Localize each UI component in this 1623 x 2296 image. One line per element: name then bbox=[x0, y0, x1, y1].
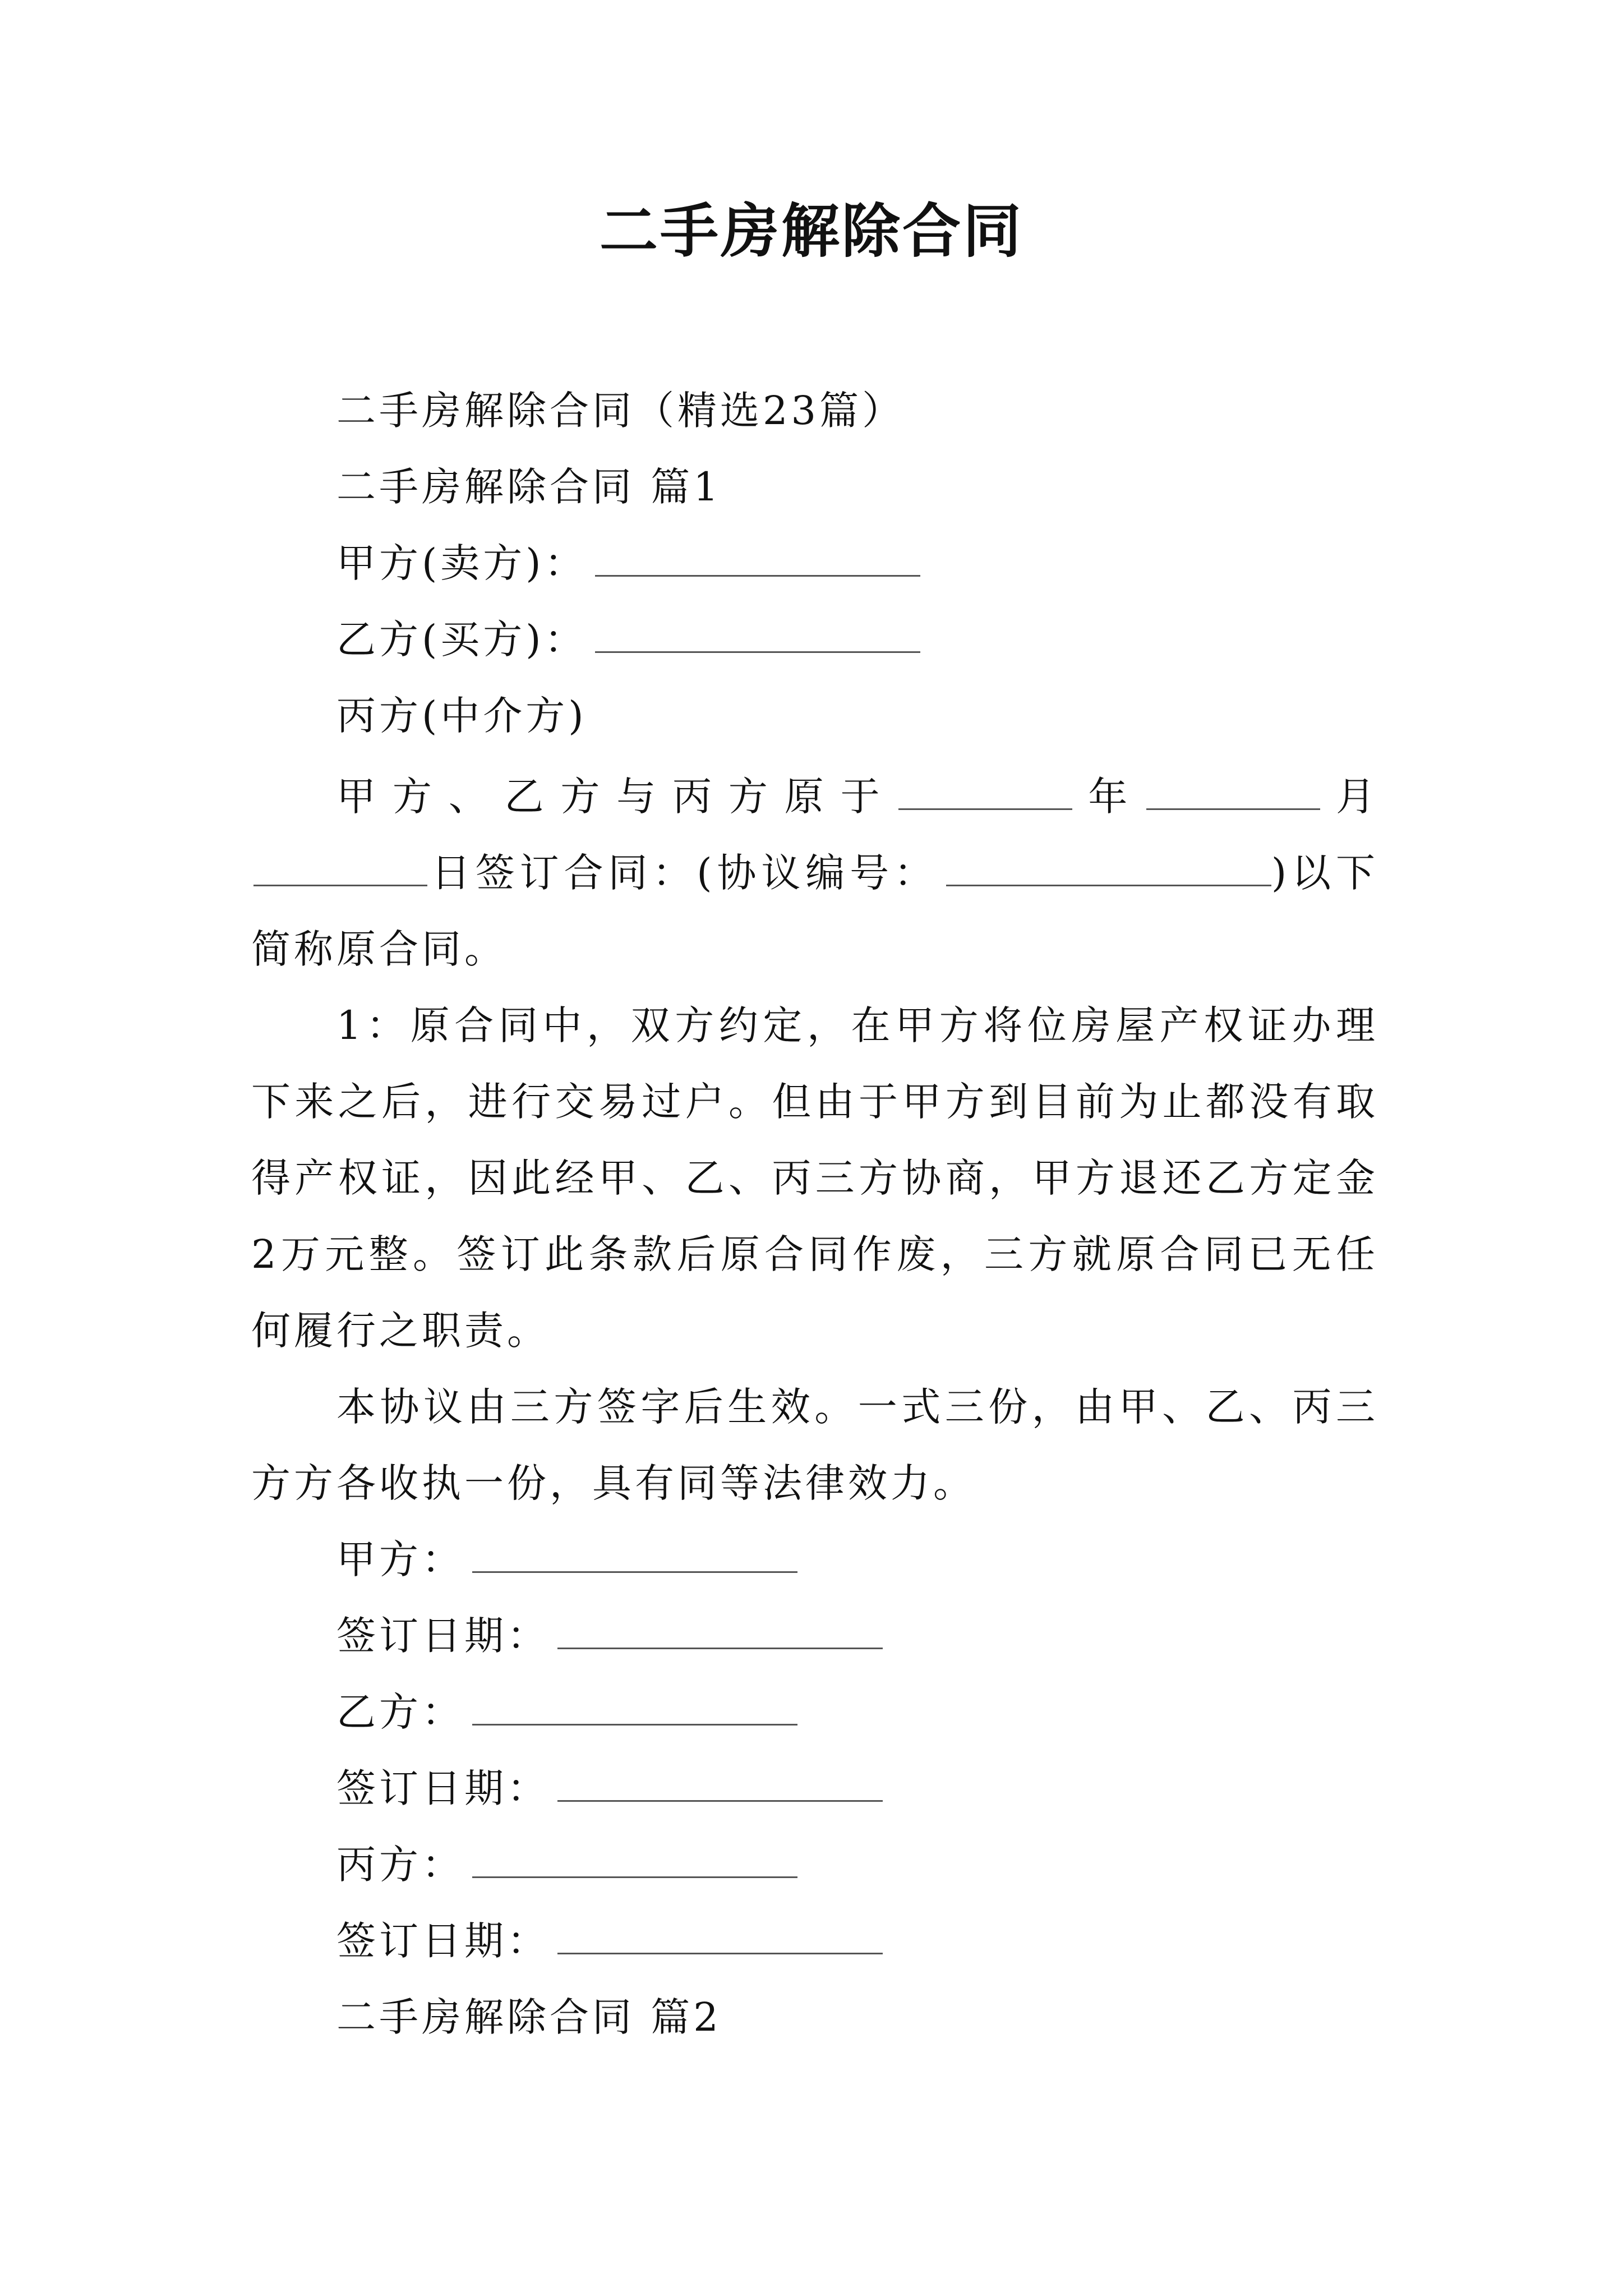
signature-label: 甲方： bbox=[336, 1536, 464, 1582]
party-a-blank bbox=[595, 541, 920, 577]
intro-part1: 甲方、乙方与丙方原于 bbox=[336, 774, 897, 820]
party-a-line bbox=[336, 540, 920, 587]
signature-date-a bbox=[336, 1612, 883, 1659]
signature-label: 签订日期： bbox=[336, 1918, 550, 1964]
signature-label: 丙方： bbox=[336, 1842, 464, 1888]
party-a-label: 甲方(卖方)： bbox=[336, 540, 587, 586]
document-subtitle: 二手房解除合同（精选23篇） bbox=[336, 388, 905, 434]
section-heading-1: 二手房解除合同 篇1 bbox=[336, 464, 722, 510]
party-c-label: 丙方(中介方) bbox=[336, 693, 587, 739]
signature-blank bbox=[557, 1919, 883, 1954]
party-c-line bbox=[336, 692, 587, 739]
signature-label: 签订日期： bbox=[336, 1765, 550, 1811]
intro-part2: 日签订合同：(协议编号： bbox=[430, 850, 938, 896]
party-b-blank bbox=[595, 618, 920, 653]
signature-label: 签订日期： bbox=[336, 1613, 550, 1659]
signature-blank bbox=[557, 1614, 883, 1649]
agreement-number-blank bbox=[946, 851, 1271, 886]
signature-date-b bbox=[336, 1765, 883, 1812]
signature-blank bbox=[472, 1538, 797, 1573]
intro-part3: )以下简称原合同。 bbox=[251, 850, 1378, 972]
effect-paragraph: 本协议由三方签字后生效。一式三份，由甲、乙、丙三方方各收执一份，具有同等法律效力。 bbox=[251, 1384, 1378, 1506]
party-b-line bbox=[336, 616, 920, 663]
signature-blank bbox=[557, 1766, 883, 1802]
signature-party-a bbox=[336, 1536, 797, 1583]
month-blank bbox=[1146, 775, 1320, 810]
section-heading-2: 二手房解除合同 篇2 bbox=[336, 1994, 722, 2040]
year-blank bbox=[898, 775, 1072, 810]
signature-party-c bbox=[336, 1841, 797, 1888]
intro-paragraph bbox=[251, 758, 1378, 987]
intro-year: 年 bbox=[1075, 774, 1145, 820]
intro-month: 月 bbox=[1322, 774, 1379, 820]
signature-date-c bbox=[336, 1917, 883, 1964]
signature-blank bbox=[472, 1843, 797, 1878]
signature-label: 乙方： bbox=[336, 1689, 464, 1735]
day-blank bbox=[253, 851, 427, 886]
document-title: 二手房解除合同 bbox=[599, 196, 1023, 265]
signature-party-b bbox=[336, 1688, 797, 1736]
party-b-label: 乙方(买方)： bbox=[336, 616, 587, 662]
signature-blank bbox=[472, 1690, 797, 1726]
clause-1: 1：原合同中，双方约定，在甲方将位房屋产权证办理下来之后，进行交易过户。但由于甲方到目前为止都没有取得产权证，因此经甲、乙、丙三方协商，甲方退还乙方定金2万元整。签订此条款后原合同作废，三方就原合同已无任何履行之职责。 bbox=[251, 1002, 1378, 1354]
